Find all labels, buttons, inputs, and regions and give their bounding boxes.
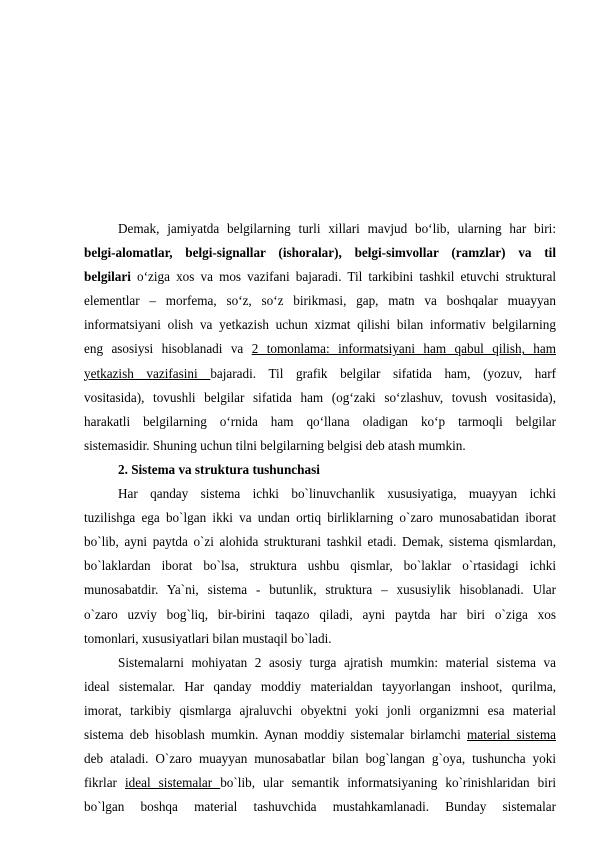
para3-line4-pre: sistema deb hisoblash mumkin. Aynan moddiy sistemalar birlamchi xyxy=(84,726,467,742)
para1-line5: informatsiyani olish va yetkazish uchun xizmat qilishi bilan informativ belgilarning xyxy=(84,317,556,333)
document-body xyxy=(84,217,556,819)
para3-line6-underlined: ideal sistemalar xyxy=(125,775,221,791)
para1-line3 xyxy=(84,265,556,289)
para3-line5: deb ataladi. O`zaro muayyan munosabatlar bilan bog`langan g`oya, tushuncha yoki xyxy=(84,751,556,767)
para1-line6-pre: eng asosiysi hisoblanadi va xyxy=(84,341,252,357)
para1-line9: harakatli belgilarning o‘rnida ham qo‘llana oladigan ko‘p tarmoqli belgilar xyxy=(84,413,556,429)
para3-line2: ideal sistemalar. Har qanday moddiy materialdan tayyorlangan inshoot, qurilma, xyxy=(84,678,556,694)
para3-line3: imorat, tarkibiy qismlarga ajraluvchi obyektni yoki jonli organizmni esa material xyxy=(84,702,556,718)
para2-line7: tomonlari, xususiyatlari bilan mustaqil bo`ladi. xyxy=(84,630,332,646)
para2-line4: bo`laklardan iborat bo`lsa, struktura ushbu qismlar, bo`laklar o`rtasidagi ichki xyxy=(84,558,556,574)
para1-line3-rest: o‘ziga xos va mos vazifani bajaradi. Til tarkibini tashkil etuvchi struktural xyxy=(130,269,556,285)
para1-line6 xyxy=(84,337,556,361)
para2-line5: munosabatdir. Ya`ni, sistema - butunlik, struktura – xususiylik hisoblanadi. Ular xyxy=(84,582,556,598)
section-heading: 2. Sistema va struktura tushunchasi xyxy=(118,461,320,477)
para1-line7 xyxy=(84,362,556,386)
para3-line6-rest: bo`lib, ular semantik informatsiyaning ko`rinishlaridan biri xyxy=(220,775,557,791)
para3-line1: Sistemalarni mohiyatan 2 asosiy turga ajratish mumkin: material sistema va xyxy=(118,654,556,670)
para1-line1: Demak, jamiyatda belgilarning turli xillari mavjud bo‘lib, ularning har biri: xyxy=(118,221,556,236)
para2-line6: o`zaro uzviy bog`liq, bir-birini taqazo qiladi, ayni paytda har biri o`ziga xos xyxy=(84,606,556,622)
para1-line10: sistemasidir. Shuning uchun tilni belgilarning belgisi deb atash mumkin. xyxy=(84,437,466,453)
para3-line6 xyxy=(84,771,556,795)
para1-line4: elementlar – morfema, so‘z, so‘z birikmasi, gap, matn va boshqalar muayyan xyxy=(84,293,556,309)
para1-line7-underlined: yetkazish vazifasini xyxy=(84,365,211,381)
para1-line2: belgi-alomatlar, belgi-signallar (ishoralar), belgi-simvollar (ramzlar) va til xyxy=(84,245,556,261)
para3-line7: bo`lgan boshqa material tashuvchida mustahkamlanadi. Bunday sistemalar xyxy=(84,799,556,815)
para1-line3-bold: belgilari xyxy=(84,269,131,285)
para2-line2: tuzilishga ega bo`lgan ikki va undan ortiq birliklarning o`zaro munosabatidan iborat xyxy=(84,510,556,526)
para1-line6-underlined: 2 tomonlama: informatsiyani ham qabul qilish, ham xyxy=(251,341,556,357)
para3-line4 xyxy=(84,723,556,747)
para3-line4-underlined: material sistema xyxy=(467,726,556,742)
para3-line6-pre: fikrlar xyxy=(84,775,125,791)
para2-line3: bo`lib, ayni paytda o`zi alohida strukturani tashkil etadi. Demak, sistema qismlardan, xyxy=(84,534,556,550)
para2-line1: Har qanday sistema ichki bo`linuvchanlik xususiyatiga, muayyan ichki xyxy=(118,486,556,502)
para1-line7-rest: bajaradi. Til grafik belgilar sifatida ham, (yozuv, harf xyxy=(210,365,556,381)
para1-line8: vositasida), tovushli belgilar sifatida ham (og‘zaki so‘zlashuv, tovush vositasida), xyxy=(84,389,556,405)
